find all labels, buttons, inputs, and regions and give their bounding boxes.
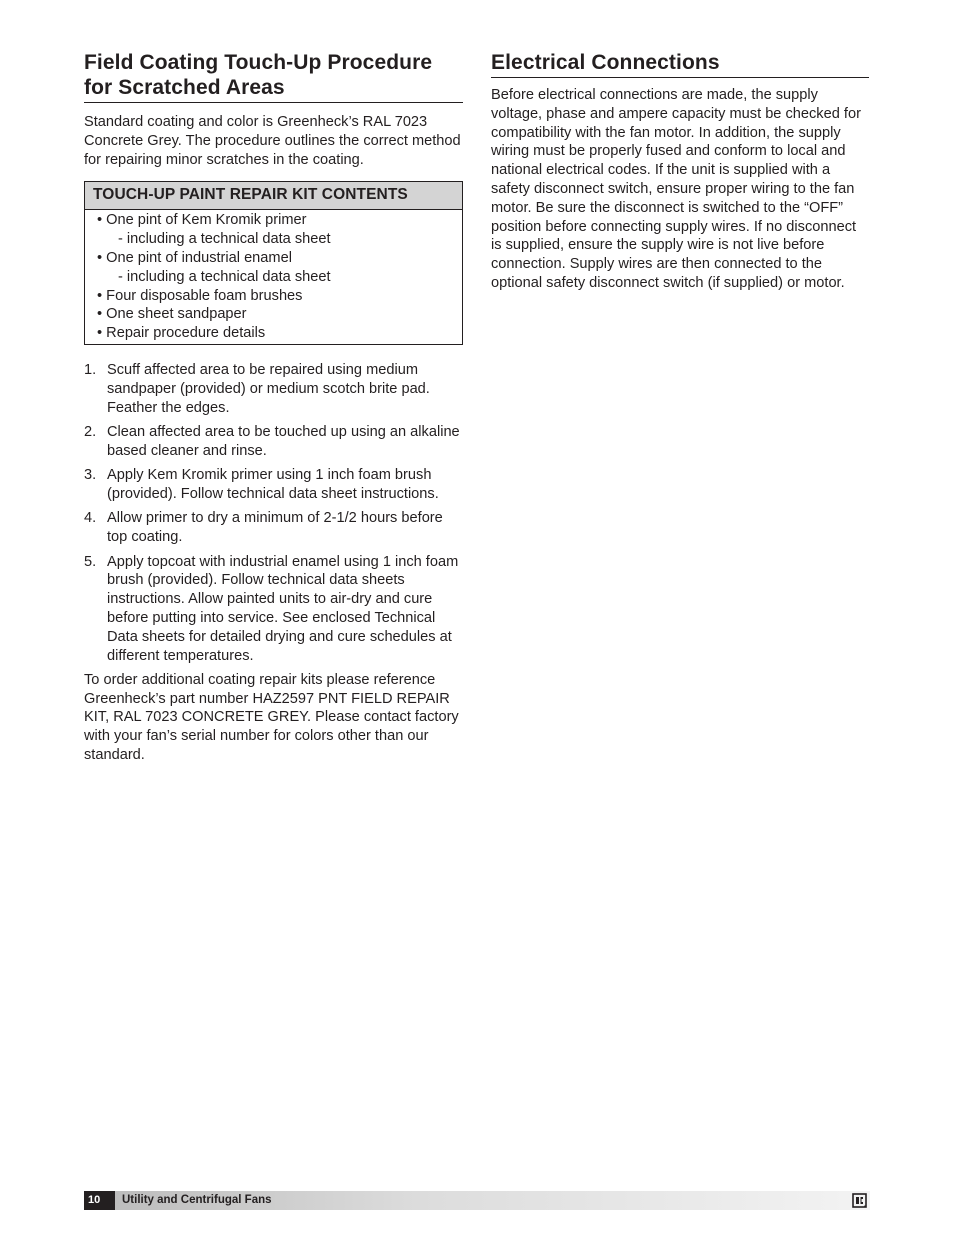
intro-paragraph: Standard coating and color is Greenheck’s RAL 7023 Concrete Grey. The procedure outlines the correct method for repairing minor scratches in the coating. — [84, 114, 461, 168]
footer-title: Utility and Centrifugal Fans — [122, 1194, 272, 1206]
closing-paragraph: To order additional coating repair kits please reference Greenheck’s part number HAZ2597 PNT FIELD REPAIR KIT, RAL 7023 CONCRETE GREY. Please contact factory with your fan’s serial number for colors other than our standard. — [84, 671, 459, 764]
right-column — [491, 50, 869, 293]
step-text: Apply Kem Kromik primer using 1 inch foam brush (provided). Follow technical data sheet instructions. — [107, 467, 439, 502]
procedure-step — [84, 466, 463, 504]
procedure-step — [84, 553, 463, 666]
procedure-step — [84, 423, 463, 461]
step-text: Apply topcoat with industrial enamel using 1 inch foam brush (provided). Follow technical data sheets instructions. Allow painted units to air-dry and cure before putting into service. See enclosed Technical Data sheets for detailed drying and cure schedules at different temperatures. — [107, 553, 459, 664]
kit-item: • One pint of Kem Kromik primer — [97, 212, 307, 229]
procedure-step — [84, 509, 463, 547]
kit-subitem: - including a technical data sheet — [118, 231, 331, 248]
kit-contents-list — [85, 210, 462, 344]
step-text: Scuff affected area to be repaired using medium sandpaper (provided) or medium scotch brite pad. Feather the edges. — [107, 361, 430, 416]
kit-item: • One pint of industrial enamel — [97, 249, 292, 266]
kit-contents-title: TOUCH-UP PAINT REPAIR KIT CONTENTS — [85, 182, 462, 210]
section-heading-touch-up: Field Coating Touch-Up Procedure for Scratched Areas — [84, 50, 463, 103]
kit-item: • Repair procedure details — [97, 325, 266, 342]
step-text: Clean affected area to be touched up using an alkaline based cleaner and rinse. — [107, 423, 460, 459]
step-number: 2. — [84, 423, 97, 440]
procedure-step — [84, 361, 463, 417]
step-number: 5. — [84, 553, 97, 570]
page-number: 10 — [84, 1191, 115, 1210]
kit-item: • One sheet sandpaper — [97, 306, 247, 323]
electrical-paragraph: Before electrical connections are made, the supply voltage, phase and ampere capacity must be checked for compatibility with the fan motor. In addition, the supply wiring must be properly fused and conform to local and national electrical codes. If the unit is supplied with a safety disconnect switch, ensure proper wiring to the fan motor. Be sure the disconnect is switched to the “OFF” position before connecting supply wires. If no disconnect is supplied, ensure the supply wire is not live before connection. Supply wires are then connected to the optional safety disconnect switch (if supplied) or motor. — [491, 87, 861, 291]
kit-contents-box — [84, 181, 463, 345]
step-number: 3. — [84, 467, 97, 484]
step-number: 1. — [84, 361, 97, 378]
page-footer — [84, 1191, 870, 1210]
kit-subitem: - including a technical data sheet — [118, 268, 331, 285]
kit-item: • Four disposable foam brushes — [97, 287, 303, 304]
greenheck-logo-icon — [852, 1193, 867, 1208]
left-column — [84, 50, 463, 765]
step-text: Allow primer to dry a minimum of 2-1/2 hours before top coating. — [107, 510, 443, 546]
procedure-steps — [84, 361, 463, 665]
section-heading-electrical: Electrical Connections — [491, 50, 869, 78]
step-number: 4. — [84, 510, 97, 527]
